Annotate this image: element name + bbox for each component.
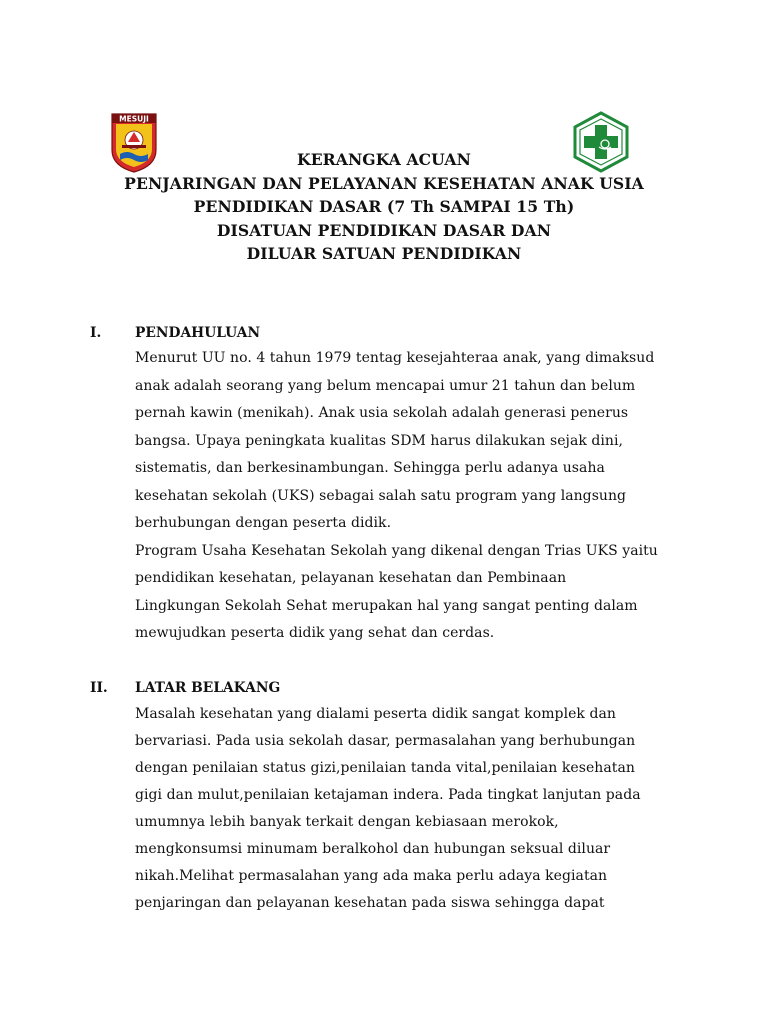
paragraph-line: umumnya lebih banyak terkait dengan kebiasaan merokok,: [135, 814, 559, 830]
title-line: PENDIDIKAN DASAR (7 Th SAMPAI 15 Th): [193, 197, 575, 217]
paragraph-line: bervariasi. Pada usia sekolah dasar, permasalahan yang berhubungan: [135, 733, 636, 749]
section-heading: [90, 680, 700, 702]
mesuji-logo-text: MESUJI: [119, 114, 149, 124]
paragraph-line: berhubungan dengan peserta didik.: [135, 515, 392, 531]
section-pendahuluan: [90, 325, 700, 641]
paragraph-line: dengan penilaian status gizi,penilaian tanda vital,penilaian kesehatan: [135, 760, 635, 776]
paragraph-line: kesehatan sekolah (UKS) sebagai salah satu program yang langsung: [135, 487, 627, 504]
section-title: PENDAHULUAN: [135, 325, 261, 341]
section-title: LATAR BELAKANG: [135, 680, 281, 696]
title-line: PENJARINGAN DAN PELAYANAN KESEHATAN ANAK USIA: [124, 173, 644, 193]
paragraph-line: mewujudkan peserta didik yang sehat dan cerdas.: [135, 625, 495, 641]
paragraph-line: Masalah kesehatan yang dialami peserta didik sangat komplek dan: [135, 706, 616, 722]
paragraph-line: nikah.Melihat permasalahan yang ada maka perlu adaya kegiatan: [135, 868, 608, 884]
title-line: DISATUAN PENDIDIKAN DASAR DAN: [216, 220, 552, 240]
title-line: KERANGKA ACUAN: [297, 150, 471, 169]
paragraph-line: gigi dan mulut,penilaian ketajaman indera. Pada tingkat lanjutan pada: [135, 787, 641, 803]
paragraph-line: bangsa. Upaya peningkata kualitas SDM harus dilakukan sejak dini,: [135, 432, 624, 449]
paragraph-line: pernah kawin (menikah). Anak usia sekolah adalah generasi penerus: [135, 405, 629, 421]
paragraph-line: penjaringan dan pelayanan kesehatan pada siswa sehingga dapat: [135, 895, 605, 911]
paragraph-line: anak adalah seorang yang belum mencapai umur 21 tahun dan belum: [135, 377, 636, 394]
section-latar-belakang: [90, 680, 700, 911]
paragraph-line: Menurut UU no. 4 tahun 1979 tentag kesejahteraa anak, yang dimaksud: [135, 350, 655, 366]
section-number: II.: [90, 680, 108, 696]
paragraph-line: pendidikan kesehatan, pelayanan kesehatan dan Pembinaan: [135, 570, 567, 586]
paragraph-line: sistematis, dan berkesinambungan. Sehingga perlu adanya usaha: [135, 460, 605, 476]
section-number: I.: [90, 325, 102, 341]
document-title: [0, 148, 768, 266]
paragraph-line: mengkonsumsi minumam beralkohol dan hubungan seksual diluar: [135, 841, 611, 857]
paragraph-line: Lingkungan Sekolah Sehat merupakan hal yang sangat penting dalam: [135, 597, 638, 614]
paragraph-line: Program Usaha Kesehatan Sekolah yang dikenal dengan Trias UKS yaitu: [135, 542, 658, 559]
title-line: DILUAR SATUAN PENDIDIKAN: [246, 244, 522, 264]
section-heading: [90, 325, 700, 347]
